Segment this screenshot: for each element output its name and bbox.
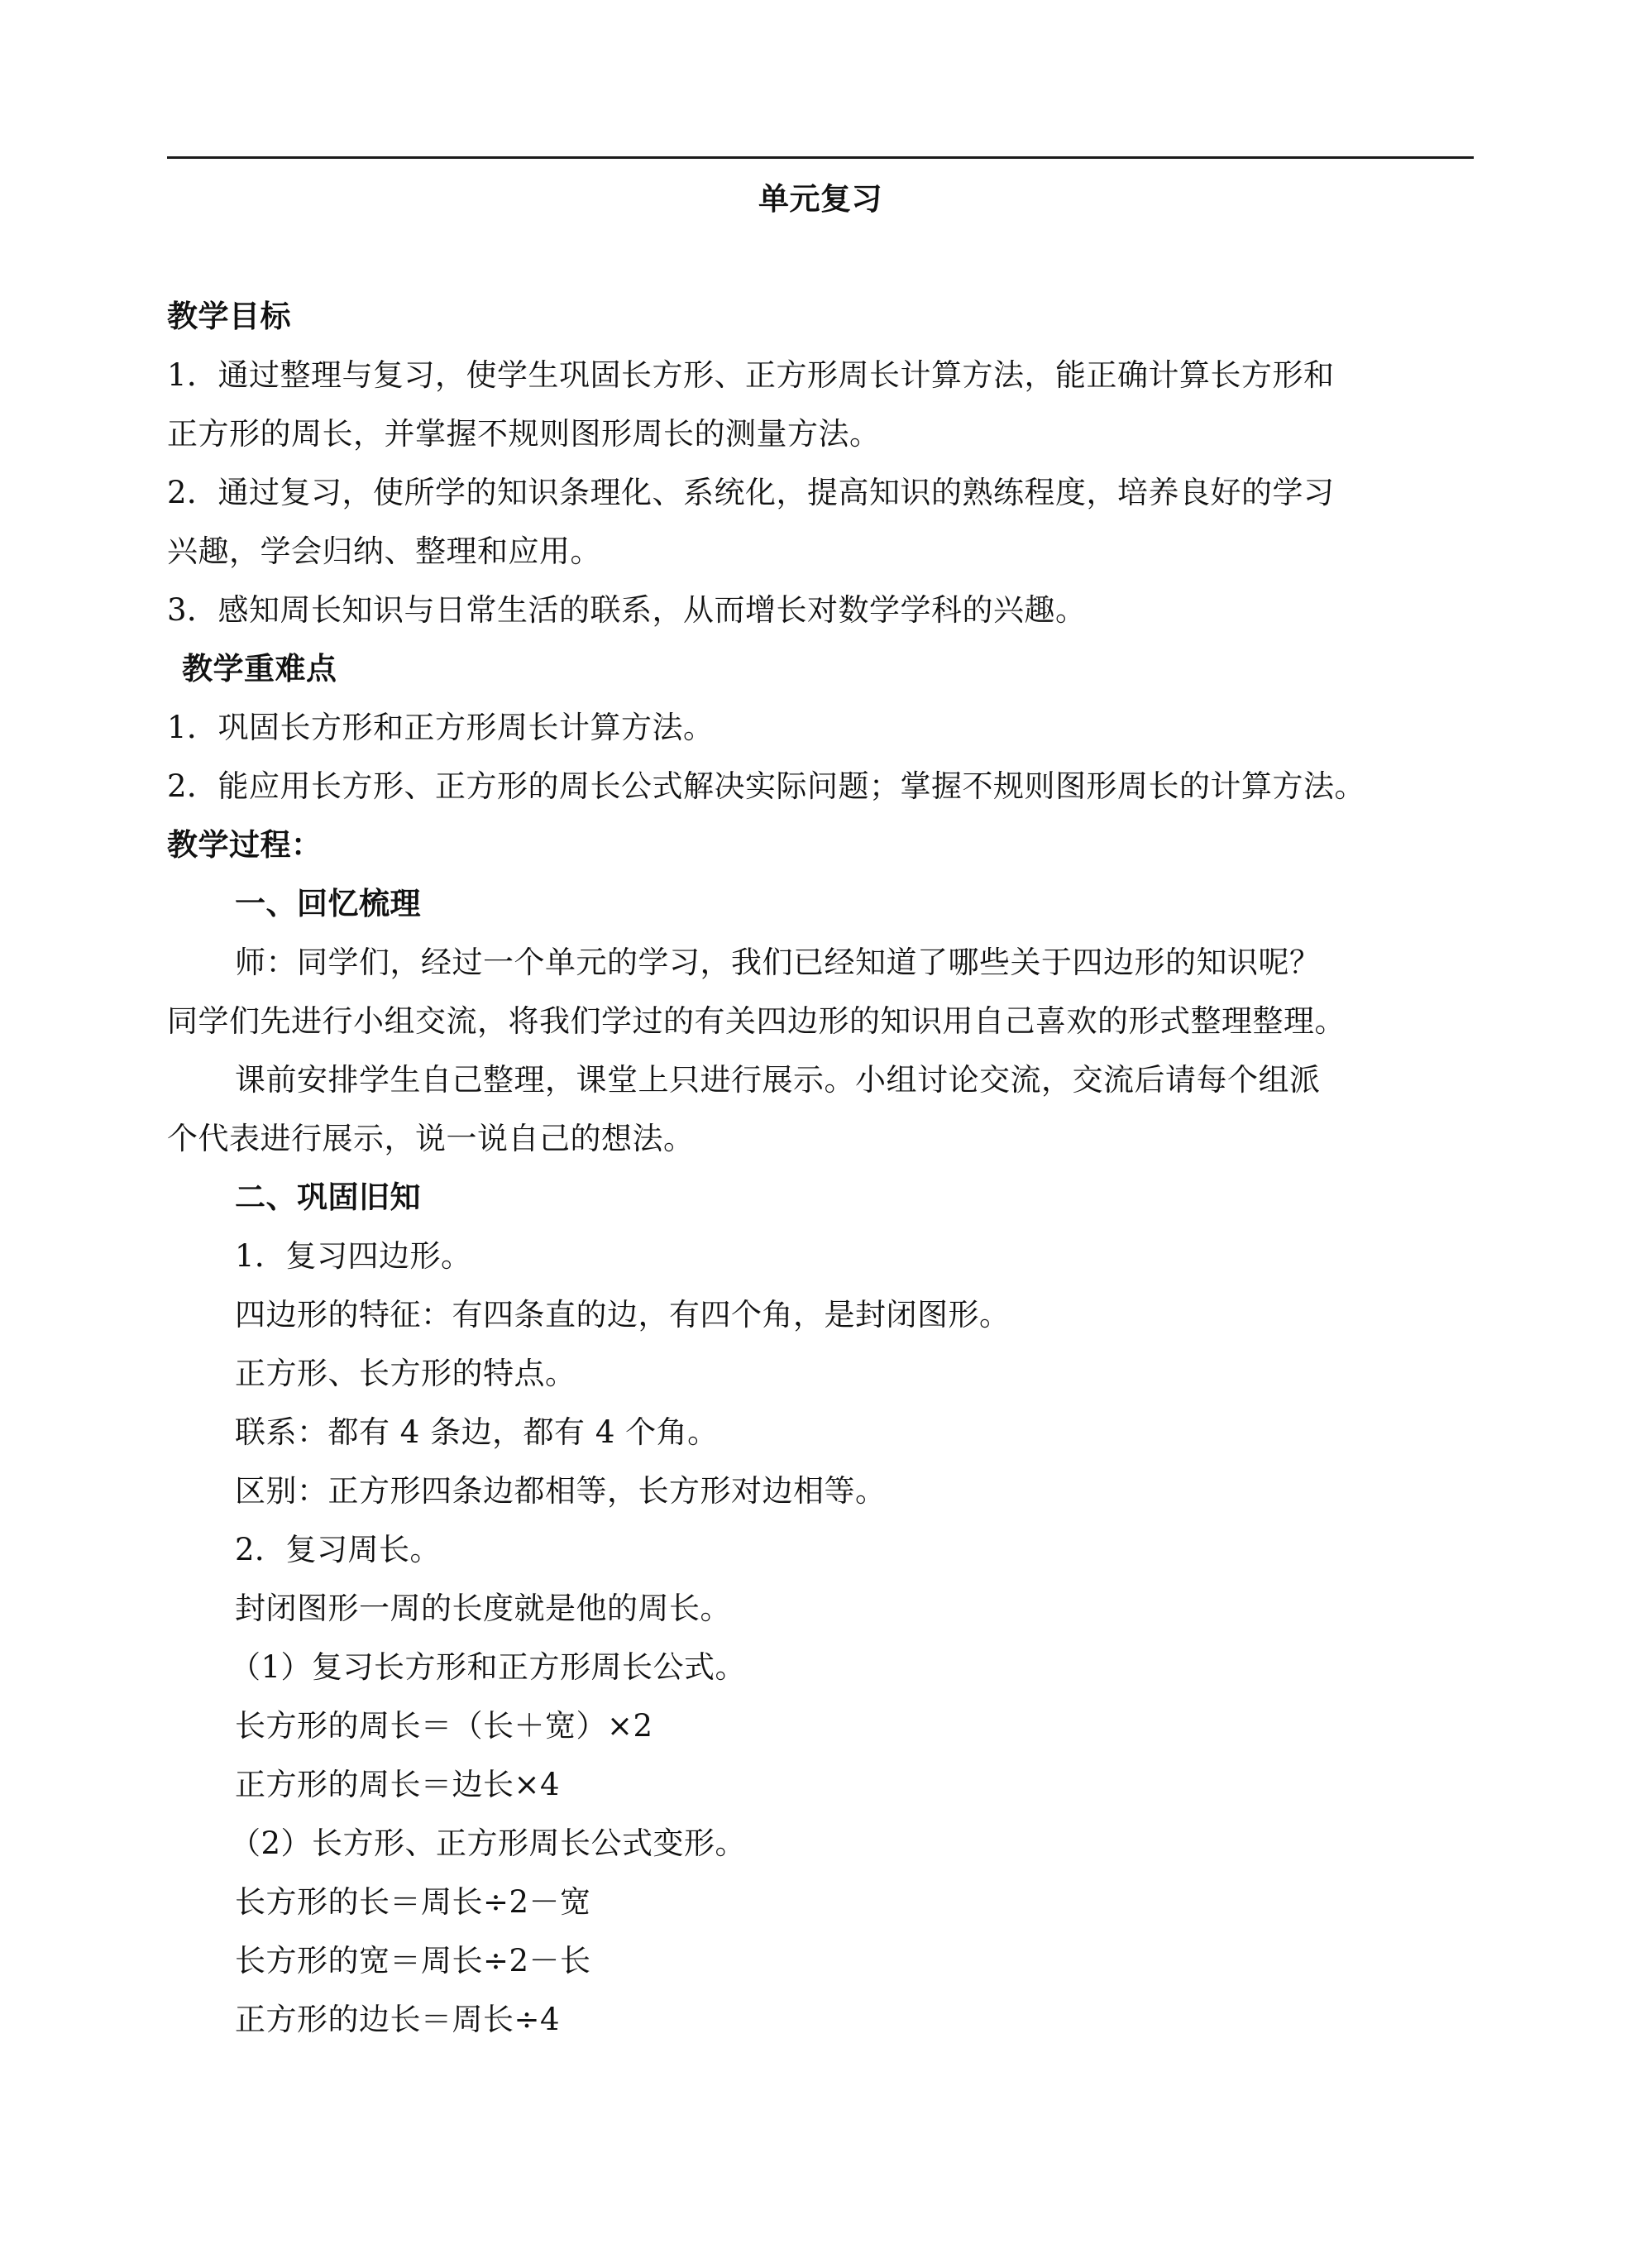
text-line: 兴趣，学会归纳、整理和应用。	[167, 534, 601, 569]
text-line: 师：同学们，经过一个单元的学习，我们已经知道了哪些关于四边形的知识呢？	[235, 945, 1321, 980]
text-line: 正方形的周长＝边长×4	[235, 1767, 561, 1802]
text-line: 正方形的周长，并掌握不规则图形周长的测量方法。	[167, 416, 881, 452]
text-line: 2．通过复习，使所学的知识条理化、系统化，提高知识的熟练程度，培养良好的学习	[167, 475, 1335, 510]
text-line: 1．通过整理与复习，使学生巩固长方形、正方形周长计算方法，能正确计算长方形和	[167, 357, 1335, 393]
text-line: 正方形的边长＝周长÷4	[235, 2002, 561, 2037]
text-line: 2．能应用长方形、正方形的周长公式解决实际问题；掌握不规则图形周长的计算方法。	[167, 768, 1366, 804]
section-heading: 二、巩固旧知	[235, 1179, 421, 1215]
text-line: 2．复习周长。	[235, 1532, 442, 1567]
section-heading: 教学过程：	[167, 827, 323, 863]
section-heading: 教学目标	[167, 299, 291, 334]
text-line: 个代表进行展示，说一说自己的想法。	[167, 1121, 695, 1156]
document-title: 单元复习	[758, 181, 882, 217]
text-line: 联系：都有 4 条边，都有 4 个角。	[235, 1414, 719, 1450]
header-rule	[167, 156, 1474, 159]
text-line: 长方形的宽＝周长÷2－长	[235, 1943, 591, 1979]
text-line: 封闭图形一周的长度就是他的周长。	[235, 1591, 731, 1626]
text-line: 四边形的特征：有四条直的边，有四个角，是封闭图形。	[235, 1297, 1011, 1333]
text-line: 正方形、长方形的特点。	[235, 1356, 576, 1391]
text-line: 区别：正方形四条边都相等，长方形对边相等。	[235, 1473, 887, 1509]
text-line: （1）复习长方形和正方形周长公式。	[230, 1649, 747, 1685]
document-lines	[167, 287, 1474, 2049]
text-line: 同学们先进行小组交流，将我们学过的有关四边形的知识用自己喜欢的形式整理整理。	[167, 1003, 1346, 1039]
document-body	[167, 170, 1474, 2049]
text-line: 3．感知周长知识与日常生活的联系，从而增长对数学学科的兴趣。	[167, 592, 1087, 628]
section-heading: 教学重难点	[182, 651, 337, 687]
section-heading: 一、回忆梳理	[235, 886, 421, 921]
text-line: （2）长方形、正方形周长公式变形。	[230, 1825, 747, 1861]
text-line: 长方形的周长＝（长＋宽）×2	[235, 1708, 653, 1744]
text-line: 1．巩固长方形和正方形周长计算方法。	[167, 710, 715, 745]
text-line: 长方形的长＝周长÷2－宽	[235, 1884, 591, 1920]
text-line: 课前安排学生自己整理，课堂上只进行展示。小组讨论交流，交流后请每个组派	[235, 1062, 1321, 1098]
text-line: 1．复习四边形。	[235, 1238, 472, 1274]
